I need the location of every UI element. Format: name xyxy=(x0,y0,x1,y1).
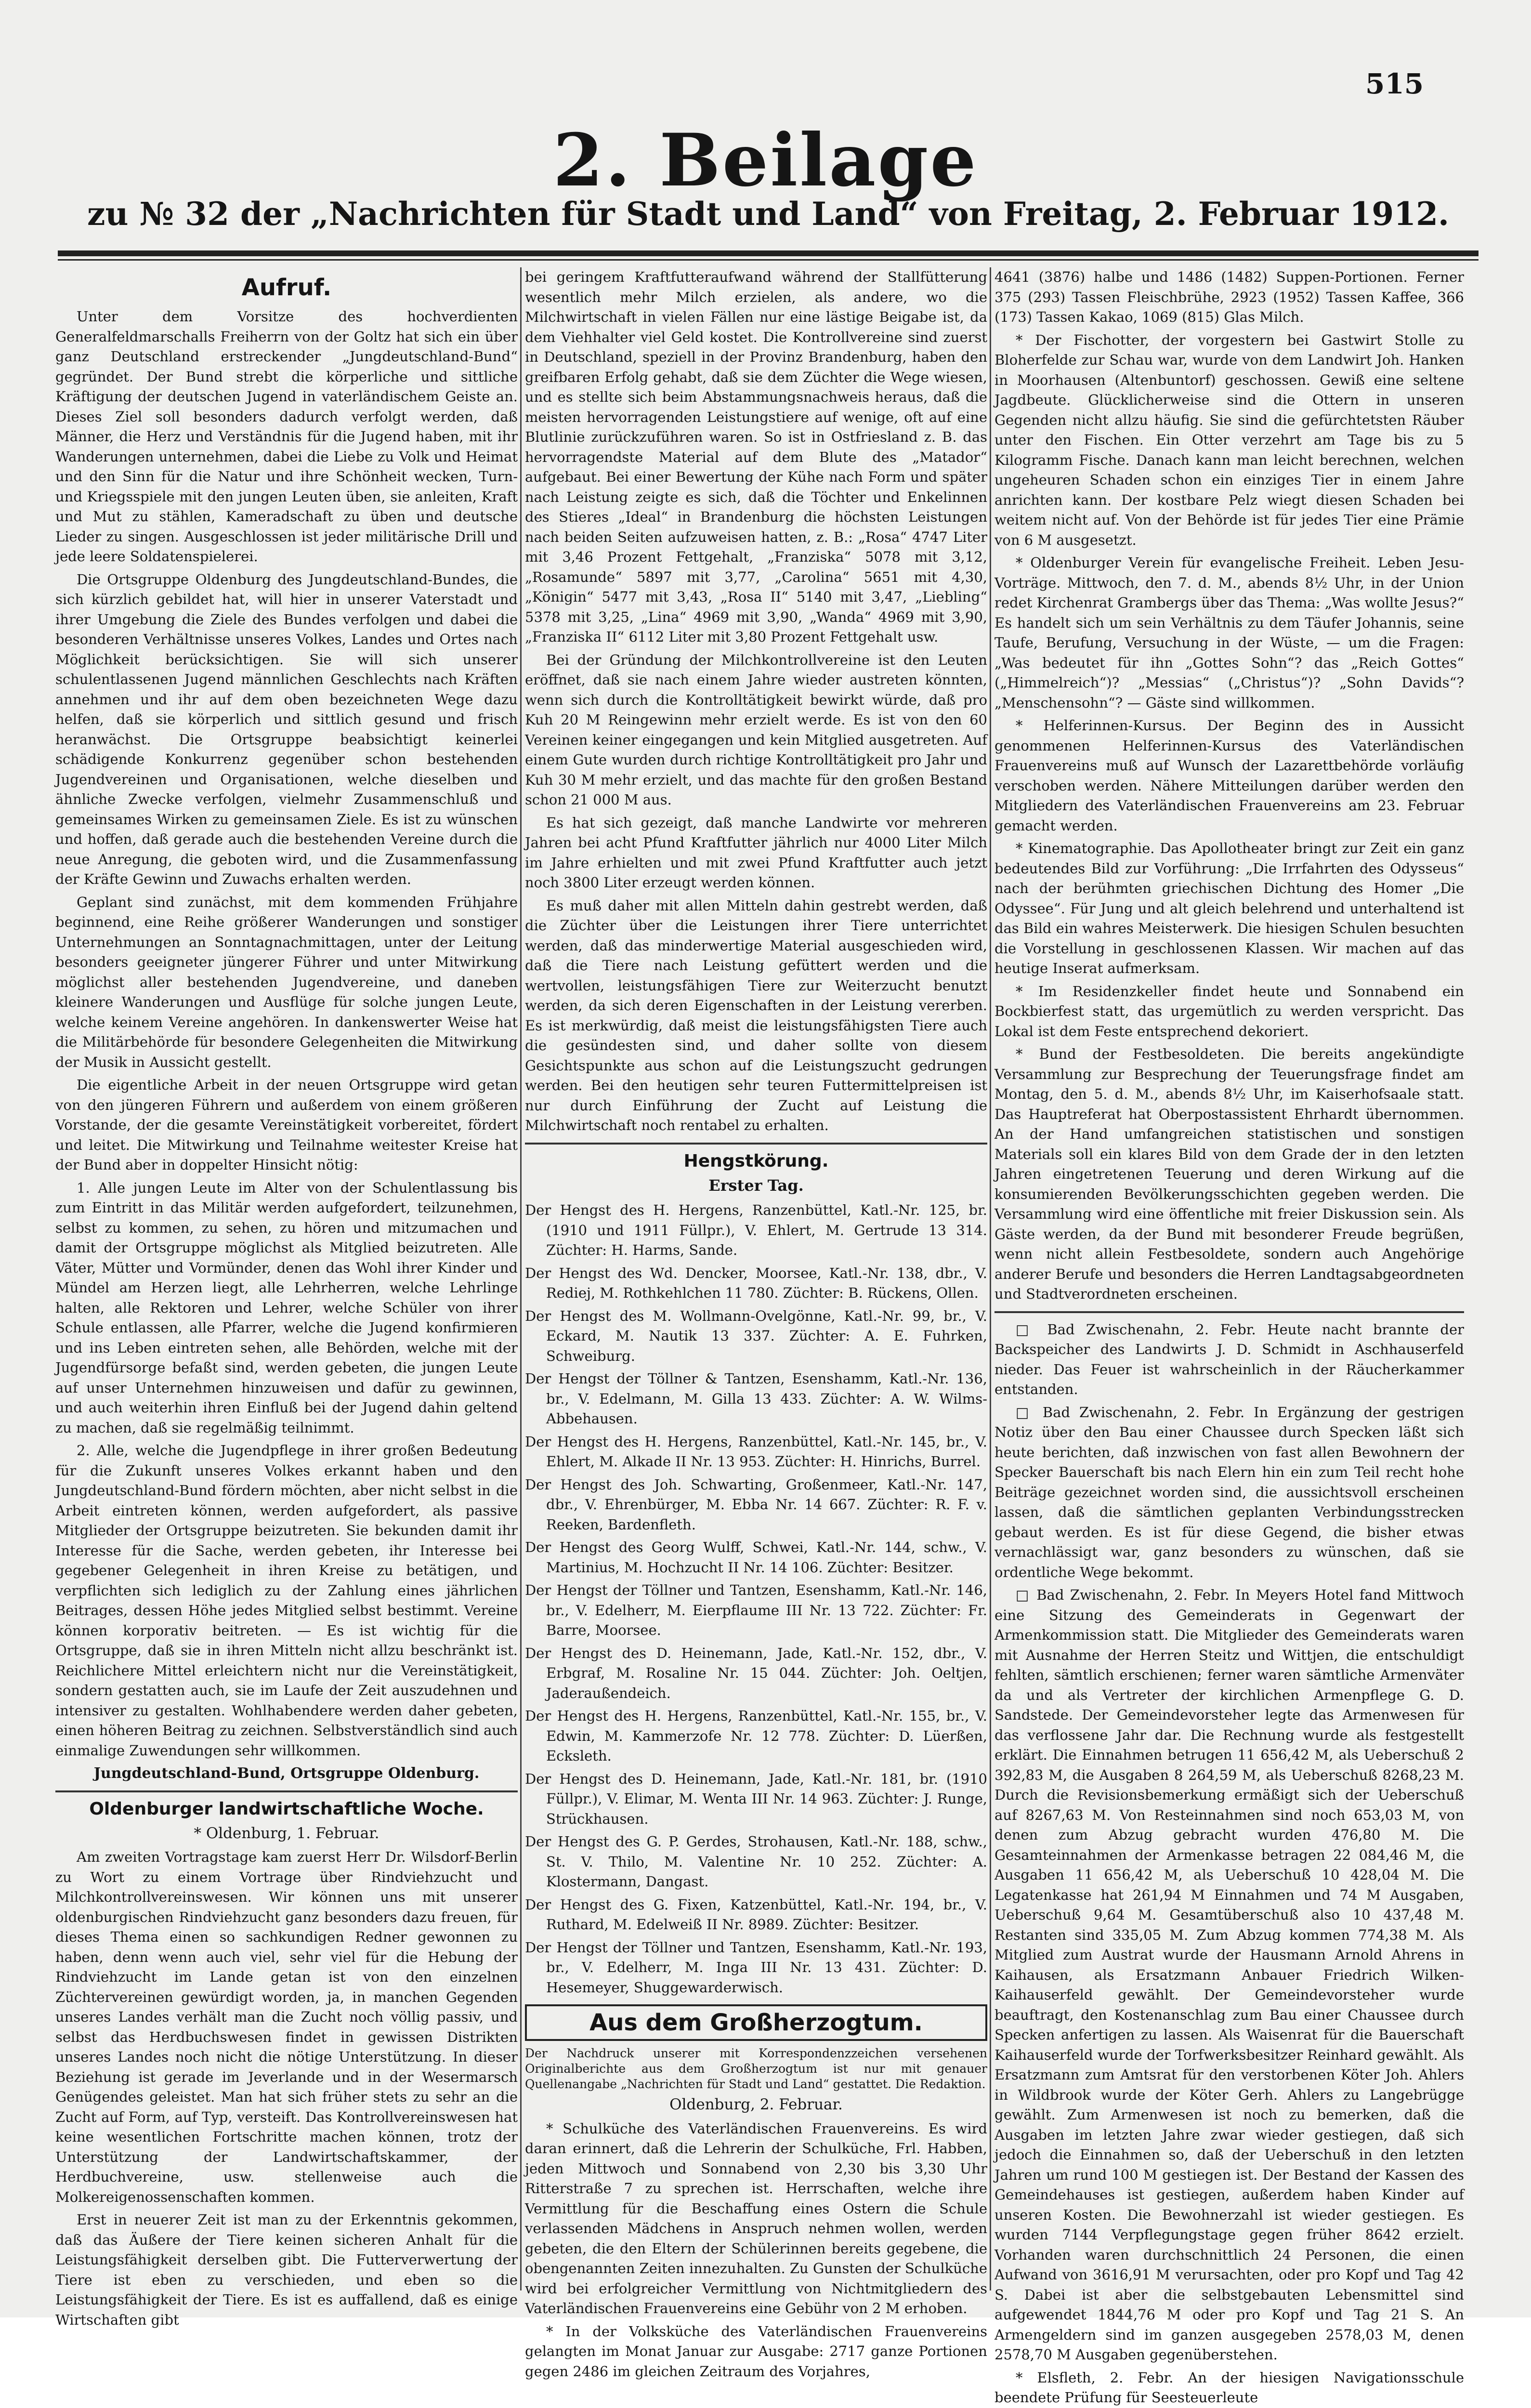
hengst-entry: Der Hengst des M. Wollmann-Ovelgönne, Katl.-Nr. 99, br., V. Eckard, M. Nautik 13 337. Züchter: A. E. Fuhrken, Schweiburg. xyxy=(525,1307,987,1364)
paragraph: Die Ortsgruppe Oldenburg des Jungdeutschland-Bundes, die sich kürzlich gebildet hat, will hier in unserer Vaterstadt und ihrer Umgebung die Ziele des Bundes verfolgen und dabei die besonderen Verhältnisse unseres Volkes, Landes und Ortes nach Möglichkeit berücksichtigen. Sie will sich unserer schulentlassenen Jugend männlichen Geschlechts nach Kräften annehmen und ihr auf dem oben bezeichneten Wege dazu helfen, daß sie körperlich und sittlich gesund und frisch heranwächst. Die Ortsgruppe beabsichtigt keinerlei schädigende Konkurrenz gegenüber schon bestehenden Jugendvereinen und Organisationen, welche dieselben und ähnliche Zwecke verfolgen, vielmehr Zusammenschluß und gemeinsames Wirken zu gemeinsamen Ziele. Es ist zu wünschen und hoffen, daß gerade auch die bestehenden Vereine durch die neue Anregung, die geboten wird, und die Zusammenfassung der Kräfte Gewinn und Zuwachs erhalten werden. xyxy=(55,571,518,887)
column-3 xyxy=(994,267,1464,2406)
paragraph: 4641 (3876) halbe und 1486 (1482) Suppen-Portionen. Ferner 375 (293) Tassen Fleischbrühe, 2923 (1952) Tassen Kaffee, 366 (173) Tassen Kakao, 1069 (815) Glas Milch. xyxy=(994,269,1464,325)
paragraph: bei geringem Kraftfutteraufwand während der Stallfütterung wesentlich mehr Milch erzielen, als andere, wo die Milchwirtschaft in vielen Fällen nur eine lästige Beigabe ist, da dem Viehhalter viel Geld kostet. Die Kontrollvereine sind zuerst in Deutschland, speziell in der Provinz Brandenburg, haben den greifbaren Erfolg gehabt, daß sie dem Züchter die Wege wiesen, und es stellte sich beim Abstammungsnachweis heraus, daß die meisten hervorragenden Leistungstiere auf wenige, oft auf eine Blutlinie zurückzuführen waren. So ist in Ostfriesland z. B. das hervorragendste Material auf dem Blute des „Matador“ aufgebaut. Bei einer Bewertung der Kühe nach Form und später nach Leistung zeigte es sich, daß die Töchter und Enkelinnen des Stieres „Ideal“ in Brandenburg die höchsten Leistungen nach beiden Seiten aufzuweisen hatten, z. B.: „Rosa“ 4747 Liter mit 3,46 Prozent Fettgehalt, „Franziska“ 5078 mit 3,12, „Rosamunde“ 5897 mit 3,77, „Carolina“ 5651 mit 4,30, „Königin“ 5477 mit 3,43, „Rosa II“ 5140 mit 3,47, „Liebling“ 5378 mit 3,25, „Lina“ 4969 mit 3,90, „Wanda“ 4969 mit 3,90, „Franziska II“ 6112 Liter mit 3,80 Prozent Fettgehalt usw. xyxy=(525,269,987,645)
section-rule xyxy=(994,1311,1464,1313)
paragraph: □ Bad Zwischenahn, 2. Febr. Heute nacht brannte der Backspeicher des Landwirts J. D. Schmidt in Aschhauserfeld nieder. Das Feuer ist wahrscheinlich in der Räucherkammer entstanden. xyxy=(994,1321,1464,1397)
hengst-entry: Der Hengst des D. Heinemann, Jade, Katl.-Nr. 152, dbr., V. Erbgraf, M. Rosaline Nr. 15 044. Züchter: Joh. Oeltjen, Jaderaußendeich. xyxy=(525,1645,987,1701)
hengst-subheading: Erster Tag. xyxy=(708,1176,804,1195)
grossherzogtum-heading: Aus dem Großherzogtum. xyxy=(589,2009,923,2036)
hengst-entry: Der Hengst des Joh. Schwarting, Großenmeer, Katl.-Nr. 147, dbr., V. Ehrenbürger, M. Ebba Nr. 14 667. Züchter: R. F. v. Reeken, Bardenfleth. xyxy=(525,1476,987,1533)
paragraph: * Bund der Festbesoldeten. Die bereits angekündigte Versammlung zur Besprechung der Teuerungsfrage findet am Montag, den 5. d. M., abends 8½ Uhr, im Kaiserhofsaale statt. Das Hauptreferat hat Oberpostassistent Ehrhardt übernommen. An der Hand umfangreichen statistischen und sonstigen Materials soll ein klares Bild von dem Grade der in den letzten Jahren eingetretenen Teuerung und deren Wirkung auf die konsumierenden Bevölkerungsschichten gegeben werden. Die Versammlung wird eine öffentliche mit freier Diskussion sein. Als Gäste werden, da der Bund mit besonderer Freude begrüßen, wenn nicht allein Festbesoldete, sondern auch Angehörige anderer Berufe und besonders die Herren Landtagsabgeordneten und Stadtverordneten erscheinen. xyxy=(994,1046,1464,1302)
paragraph: * Schulküche des Vaterländischen Frauenvereins. Es wird daran erinnert, daß die Lehrerin der Schulküche, Frl. Habben, jeden Mittwoch und Sonnabend von 2,30 bis 3,30 Uhr Ritterstraße 7 zu sprechen ist. Herrschaften, welche ihre Vermittlung für die Beschaffung eines Ostern die Schule verlassenden Mädchens in Anspruch nehmen wollen, werden gebeten, die den Eltern der Schülerinnen bereits gegebene, die obengenannten Zeiten innezuhalten. Zu Gunsten der Schulküche wird bei erfolgreicher Vermittlung von Nichtmitgliedern des Vaterländischen Frauenvereins eine Gebühr von 2 M erhoben. xyxy=(525,2120,987,2316)
hengst-entry: Der Hengst des H. Hergens, Ranzenbüttel, Katl.-Nr. 145, br., V. Ehlert, M. Alkade II Nr. 13 953. Züchter: H. Hinrichs, Burrel. xyxy=(525,1433,987,1470)
supplement-title: 2. Beilage xyxy=(553,118,978,203)
paragraph: Es muß daher mit allen Mitteln dahin gestrebt werden, daß die Züchter über die Leistungen ihrer Tiere unterrichtet werden, daß das minderwertige Material ausgeschieden wird, daß die Tiere nach Leistung gefüttert werden und die wertvollen, leistungsfähigen Tiere zur Weiterzucht benutzt werden, da sich deren Eigenschaften in der Leistung vererben. Es ist merkwürdig, daß meist die leistungsfähigsten Tiere auch die gesündesten sind, und daher sollte von diesem Gesichtspunkte aus schon auf die Leistungszucht gedrungen werden. Bei den heutigen sehr teuren Futtermittelpreisen ist nur durch Einführung der Zucht auf Leistung die Milchwirtschaft noch rentabel zu erhalten. xyxy=(525,897,987,1133)
dateline: Oldenburg, 2. Februar. xyxy=(669,2096,843,2113)
hengst-heading: Hengstkörung. xyxy=(683,1151,829,1171)
paragraph: Unter dem Vorsitze des hochverdienten Generalfeldmarschalls Freiherrn von der Goltz hat sich ein über ganz Deutschland erstreckender „Jungdeutschland-Bund“ gegründet. Der Bund strebt die körperliche und sittliche Kräftigung der deutschen Jugend in vaterländischem Geiste an. Dieses Ziel soll besonders dadurch verfolgt werden, daß Männer, die Herz und Verständnis für die Jugend haben, mit ihr Wanderungen unternehmen, dabei die Liebe zu Volk und Heimat und den Sinn für die Natur und ihre Schönheit wecken, Turn- und Kriegsspiele mit den jungen Leuten üben, sie anleiten, Kraft und Mut zu stählen, Kameradschaft zu üben und deutsche Lieder zu singen. Ausgeschlossen ist jeder militärische Drill und jede leere Soldatenspielerei. xyxy=(55,308,518,565)
hengst-entry: Der Hengst des G. Fixen, Katzenbüttel, Katl.-Nr. 194, br., V. Ruthard, M. Edelweiß II Nr. 8989. Züchter: Besitzer. xyxy=(525,1896,987,1933)
paragraph: Erst in neuerer Zeit ist man zu der Erkenntnis gekommen, daß das Äußere der Tiere keinen sicheren Anhalt für die Leistungsfähigkeit derselben gibt. Die Futterverwertung der Tiere ist eben zu verschieden, und eben so die Leistungsfähigkeit der Tiere. Es ist es auffallend, daß es einige Wirtschaften gibt xyxy=(55,2211,518,2328)
paragraph: Geplant sind zunächst, mit dem kommenden Frühjahre beginnend, eine Reihe größerer Wanderungen und sonstiger Unternehmungen an Sonntagnachmittagen, unter der Leitung besonders geeigneter jüngerer Führer und unter Mitwirkung möglichst aller bestehenden Jugendvereine, und daneben kleinere Wanderungen und Ausflüge für solche jungen Leute, welche keinem Vereine angehören. In dankenswerter Weise hat die Militärbehörde für besondere Gelegenheiten die Mitwirkung der Musik in Aussicht gestellt. xyxy=(55,894,518,1070)
dateline: * Oldenburg, 1. Februar. xyxy=(194,1824,379,1842)
paragraph: □ Bad Zwischenahn, 2. Febr. In Meyers Hotel fand Mittwoch eine Sitzung des Gemeinderats in Gegenwart der Armenkommission statt. Die Mitglieder des Gemeinderats waren mit Ausnahme der Herren Steitz und Wittjen, die entschuldigt fehlten, sämtlich erschienen; ferner waren sämtliche Armenväter da und als Vertreter der kirchlichen Armenpflege G. D. Sandstede. Der Gemeindevorsteher legte das Armenwesen für das verflossene Jahr dar. Die Rechnung wurde als festgestellt erklärt. Die Einnahmen betrugen 11 656,42 M, als Ueberschuß 2 392,83 M, die Ausgaben 8 264,59 M, als Ueberschuß 8268,23 M. Durch die Revisionsbemerkung ermäßigt sich der Ueberschuß auf 8267,63 M. Von Resteinnahmen sind noch 653,03 M, von denen zum Abzug gebracht wurden 476,80 M. Die Gesamteinnahmen der Armenkasse betragen 22 084,46 M, die Ausgaben 11 656,42 M, als Ueberschuß 10 428,04 M. Die Legatenkasse hat 261,94 M Einnahmen und 74 M Ausgaben, Ueberschuß 9,64 M. Gesamtüberschuß also 10 437,48 M. Restanten sind 335,05 M. Zum Abzug kommen 774,38 M. Als Mitglied zum Austrat wurde der Hausmann Arnold Ahrens in Kaihausen, als Ersatzmann Anbauer Friedrich Wilken-Kaihauserfeld gewählt. Der Gemeindevorsteher wurde beauftragt, den Kostenanschlag zum Bau einer Chaussee durch Specken anfertigen zu lassen. Als Waisenrat für die Bauerschaft Kaihauserfeld wurde der Torfwerksbesitzer Reinhard gewählt. Als Ersatzmann zum Amtsrat für den verstorbenen Köter Joh. Ahlers in Wildbrook wurde der Köter Gerh. Ahlers zu Langebrügge gewählt. Zum Armenwesen ist noch zu bemerken, daß die Ausgaben im letzten Jahre zwar wieder gestiegen, daß sich jedoch die Einnahmen so, daß der Ueberschuß in den letzten Jahren um rund 100 M gestiegen ist. Der Bestand der Kassen des Gemeindehauses ist gestiegen, außerdem haben Kinder auf unseren Kosten. Die Bewohnerzahl ist wieder gestiegen. Es wurden 7144 Verpflegungstage gegen früher 8642 erzielt. Vorhanden waren durchschnittlich 24 Personen, die einen Aufwand von 3616,91 M verursachten, oder pro Kopf und Tag 42 S. Dabei ist aber die selbstgebauten Lebensmittel sind aufgewendet 1844,76 M oder pro Kopf und Tag 21 S. An Armengeldern sind im ganzen ausgegeben 2578,03 M, denen 2578,70 M Ausgaben gegenüberstehen. xyxy=(994,1587,1464,2363)
paragraph: * Der Fischotter, der vorgestern bei Gastwirt Stolle zu Bloherfelde zur Schau war, wurde von dem Landwirt Joh. Hanken in Moorhausen (Altenbuntorf) geschossen. Gewiß eine seltene Jagdbeute. Glücklicherweise sind die Ottern in unseren Gegenden nicht allzu häufig. Sie sind die gefürchtetsten Räuber unter den Fischen. Ein Otter verzehrt am Tage bis zu 5 Kilogramm Fische. Danach kann man leicht berechnen, welchen ungeheuren Schaden schon ein einziges Tier in einem Jahre anrichten kann. Der kostbare Pelz wiegt diesen Schaden bei weitem nicht auf. Von der Behörde ist für jedes Tier eine Prämie von 6 M ausgesetzt. xyxy=(994,331,1464,548)
hengst-entry: Der Hengst der Töllner & Tantzen, Esenshamm, Katl.-Nr. 136, br., V. Edelmann, M. Gilla 13 433. Züchter: A. W. Wilms-Abbehausen. xyxy=(525,1370,987,1427)
paragraph: Bei der Gründung der Milchkontrollvereine ist den Leuten eröffnet, daß sie nach einem Jahre wieder austreten könnten, wenn sich durch die Kontrolltätigkeit bewirkt würde, daß pro Kuh 20 M Reingewinn mehr erzielt werde. Es ist von den 60 Vereinen keiner eingegangen und kein Mitglied ausgetreten. Auf einem Gute wurden durch richtige Kontrolltätigkeit pro Jahr und Kuh 30 M mehr erzielt, und das machte für den großen Bestand schon 21 000 M aus. xyxy=(525,651,987,808)
issue-subtitle: zu № 32 der „Nachrichten für Stadt und Land“ von Freitag, 2. Februar 1912. xyxy=(87,195,1449,233)
paragraph: * Kinematographie. Das Apollotheater bringt zur Zeit ein ganz bedeutendes Bild zur Vorführung: „Die Irrfahrten des Odysseus“ nach der berühmten griechischen Dichtung des Homer „Die Odyssee“. Für Jung und alt gleich belehrend und unterhaltend ist das Bild ein wahres Meisterwerk. Die hiesigen Schulen besuchten die Vorstellung in geschlossenen Klassen. Wir machen auf das heutige Inserat aufmerksam. xyxy=(994,840,1464,976)
column-divider xyxy=(520,267,522,2290)
column-1 xyxy=(55,267,518,2328)
column-divider xyxy=(990,267,991,2290)
hengst-entry: Der Hengst des Wd. Dencker, Moorsee, Katl.-Nr. 138, dbr., V. Rediej, M. Rothkehlchen 11 780. Züchter: B. Rückens, Ollen. xyxy=(525,1264,987,1301)
aufruf-heading: Aufruf. xyxy=(241,274,332,301)
hengst-entry: Der Hengst des H. Hergens, Ranzenbüttel, Katl.-Nr. 155, br., V. Edwin, M. Kammerzofe Nr. 12 778. Züchter: D. Lüerßen, Ecksleth. xyxy=(525,1708,987,1764)
section-rule xyxy=(55,1790,518,1792)
hengst-entry: Der Hengst des D. Heinemann, Jade, Katl.-Nr. 181, br. (1910 Füllpr.), V. Elimar, M. Wenta III Nr. 14 963. Züchter: J. Runge, Strückhausen. xyxy=(525,1770,987,1827)
paragraph: * Im Residenzkeller findet heute und Sonnabend ein Bockbierfest statt, das urgemütlich zu werden verspricht. Das Lokal ist dem Feste entsprechend dekoriert. xyxy=(994,983,1464,1040)
paragraph: Die eigentliche Arbeit in der neuen Ortsgruppe wird getan von den jüngeren Führern und außerdem von einem größeren Vorstande, der die gesamte Vereinstätigkeit vorbereitet, fördert und leitet. Die Mitwirkung und Teilnahme weitester Kreise hat der Bund aber in doppelter Hinsicht nötig: xyxy=(55,1077,518,1173)
paragraph: 2. Alle, welche die Jugendpflege in ihrer großen Bedeutung für die Zukunft unseres Volkes erkannt haben und den Jungdeutschland-Bund fördern möchten, aber nicht selbst in die Arbeit eintreten können, werden aufgefordert, als passive Mitglieder der Ortsgruppe beizutreten. Sie bekunden damit ihr Interesse für die Sache, werden gebeten, ihr Interesse bei gegebener Gelegenheit in ihren Kreise zu betätigen, und verpflichten sich lediglich zu der Zahlung eines jährlichen Beitrages, dessen Höhe jedes Mitglied selbst bestimmt. Vereine können korporativ beitreten. — Es ist wichtig für die Ortsgruppe, daß sie in ihren Mitteln nicht allzu beschränkt ist. Reichlichere Mittel erleichtern nicht nur die Vereinstätigkeit, sondern gestatten auch, sie im Laufe der Zeit auszudehnen und intensiver zu gestalten. Wohlhabendere werden daher gebeten, einen höheren Beitrag zu zeichnen. Selbstverständlich sind auch einmalige Zuwendungen sehr willkommen. xyxy=(55,1442,518,1759)
column-2 xyxy=(525,267,987,2380)
page-number: 515 xyxy=(1365,67,1424,100)
paragraph: Es hat sich gezeigt, daß manche Landwirte vor mehreren Jahren bei acht Pfund Kraftfutter jährlich nur 4000 Liter Milch im Jahre erhielten und mit zwei Pfund Kraftfutter auch jetzt noch 3800 Liter erzeugt werden können. xyxy=(525,814,987,891)
header-rule-thin xyxy=(58,259,1479,261)
paragraph: * Oldenburger Verein für evangelische Freiheit. Leben Jesu-Vorträge. Mittwoch, den 7. d. M., abends 8½ Uhr, in der Union redet Kirchenrat Grambergs über das Thema: „Was wollte Jesus?“ Es handelt sich um sein Verhältnis zu dem Täufer Johannis, seine Taufe, Berufung, Versuchung in der Wüste, — um die Fragen: „Was bedeutet für ihn „Gottes Sohn“? das „Reich Gottes“ („Himmelreich“)? „Messias“ („Christus“)? „Sohn Davids“? „Menschensohn“? — Gäste sind willkommen. xyxy=(994,554,1464,711)
woche-heading: Oldenburger landwirtschaftliche Woche. xyxy=(89,1799,484,1819)
aufruf-signature: Jungdeutschland-Bund, Ortsgruppe Oldenburg. xyxy=(93,1765,480,1782)
paragraph: * In der Volksküche des Vaterländischen Frauenvereins gelangten im Monat Januar zur Ausgabe: 2717 ganze Portionen gegen 2486 im gleichen Zeitraum des Vorjahres, xyxy=(525,2323,987,2380)
paragraph: * Helferinnen-Kursus. Der Beginn des in Aussicht genommenen Helferinnen-Kursus des Vaterländischen Frauenvereins muß auf Wunsch der Lazarettbehörde vorläufig verschoben werden. Nähere Mitteilungen darüber werden den Mitgliedern des Vaterländischen Frauenvereins am 23. Februar gemacht werden. xyxy=(994,717,1464,834)
hengst-entry: Der Hengst des G. P. Gerdes, Strohausen, Katl.-Nr. 188, schw., St. V. Thilo, M. Valentine Nr. 10 252. Züchter: A. Klostermann, Dangast. xyxy=(525,1833,987,1890)
paragraph: 1. Alle jungen Leute im Alter von der Schulentlassung bis zum Eintritt in das Militär werden aufgefordert, teilzunehmen, selbst zu kommen, zu sehen, zu hören und mitzumachen und damit der Ortsgruppe möglichst als Mitglied beizutreten. Alle Väter, Mütter und Vormünder, denen das Wohl ihrer Kinder und Mündel am Herzen liegt, alle Lehrherren, welche Lehrlinge halten, alle Rektoren und Lehrer, welche Schüler von ihrer Schule entlassen, alle Pfarrer, welche die Jugend konfirmieren und ins Leben eintreten sehen, alle Behörden, welche mit der Jugendfürsorge befaßt sind, werden gebeten, die jungen Leute auf unser Unternehmen hinzuweisen und dafür zu gewinnen, und auch weiterhin ihren Einfluß bei der Jugend dahin geltend zu machen, daß sie regelmäßig teilnimmt. xyxy=(55,1179,518,1436)
paragraph: * Elsfleth, 2. Febr. An der hiesigen Navigationsschule beendete Prüfung für Seesteuerleute xyxy=(994,2369,1464,2406)
section-rule xyxy=(525,1143,987,1145)
hengst-entry: Der Hengst des H. Hergens, Ranzenbüttel, Katl.-Nr. 125, br. (1910 und 1911 Füllpr.), V. Ehlert, M. Gertrude 13 314. Züchter: H. Harms, Sande. xyxy=(525,1202,987,1258)
grossherzogtum-heading-box xyxy=(525,2004,987,2041)
hengst-entry: Der Hengst der Töllner und Tantzen, Esenshamm, Katl.-Nr. 146, br., V. Edelherr, M. Eierpflaume III Nr. 13 722. Züchter: Fr. Barre, Moorsee. xyxy=(525,1582,987,1638)
paragraph: □ Bad Zwischenahn, 2. Febr. In Ergänzung der gestrigen Notiz über den Bau einer Chaussee durch Specken läßt sich heute berichten, daß inzwischen von fast allen Bewohnern der Specker Bauerschaft bis nach Elern hin ein zum Teil recht hohe Beiträge gezeichnet worden sind, die aussichtsvoll erscheinen lassen, daß die sämtlichen geplanten Verbindungsstrecken gebaut werden. Es ist für diese Gegend, die bisher etwas vernachlässigt war, ganz besonders zu wünschen, daß sie ordentliche Wege bekommt. xyxy=(994,1404,1464,1580)
reprint-notice: Der Nachdruck unserer mit Korrespondenzzeichen versehenen Originalberichte aus dem Großherzogtum ist nur mit genauer Quellenangabe „Nachrichten für Stadt und Land“ gestattet. Die Redaktion. xyxy=(525,2046,987,2091)
header-rule xyxy=(58,250,1479,256)
hengst-entry: Der Hengst der Töllner und Tantzen, Esenshamm, Katl.-Nr. 193, br., V. Edelherr, M. Inga III Nr. 13 431. Züchter: D. Hesemeyer, Shuggewarderwisch. xyxy=(525,1939,987,1996)
paragraph: Am zweiten Vortragstage kam zuerst Herr Dr. Wilsdorf-Berlin zu Wort zu einem Vortrage über Rindviehzucht und Milchkontrollvereinswesen. Wir können uns mit unserer oldenburgischen Rindviehzucht ganz besonders dazu freuen, für dieses Thema einen so sachkundigen Redner gewonnen zu haben, denn wenn auch viel, sehr viel für die Hebung der Rindviehzucht im Lande getan ist von den einzelnen Züchtervereinen gewürdigt worden, ja, in manchen Gegenden unseres Landes verhält man die Zucht noch völlig passiv, und selbst das Herdbuchswesen findet in gewissen Distrikten unseres Landes noch nicht die nötige Unterstützung. In dieser Beziehung ist gerade im Jeverlande und in der Wesermarsch Genügendes geleistet. Man hat sich früher stets zu sehr an die Zucht auf Form, auf Typ, versteift. Das Kontrollvereinswesen hat keine wesentlichen Fortschritte machen können, trotz der Unterstützung der Landwirtschaftskammer, der Herdbuchvereine, usw. stellenweise auch die Molkereigenossenschaften kommen. xyxy=(55,1849,518,2205)
hengst-entry: Der Hengst des Georg Wulff, Schwei, Katl.-Nr. 144, schw., V. Martinius, M. Hochzucht II Nr. 14 106. Züchter: Besitzer. xyxy=(525,1539,987,1576)
